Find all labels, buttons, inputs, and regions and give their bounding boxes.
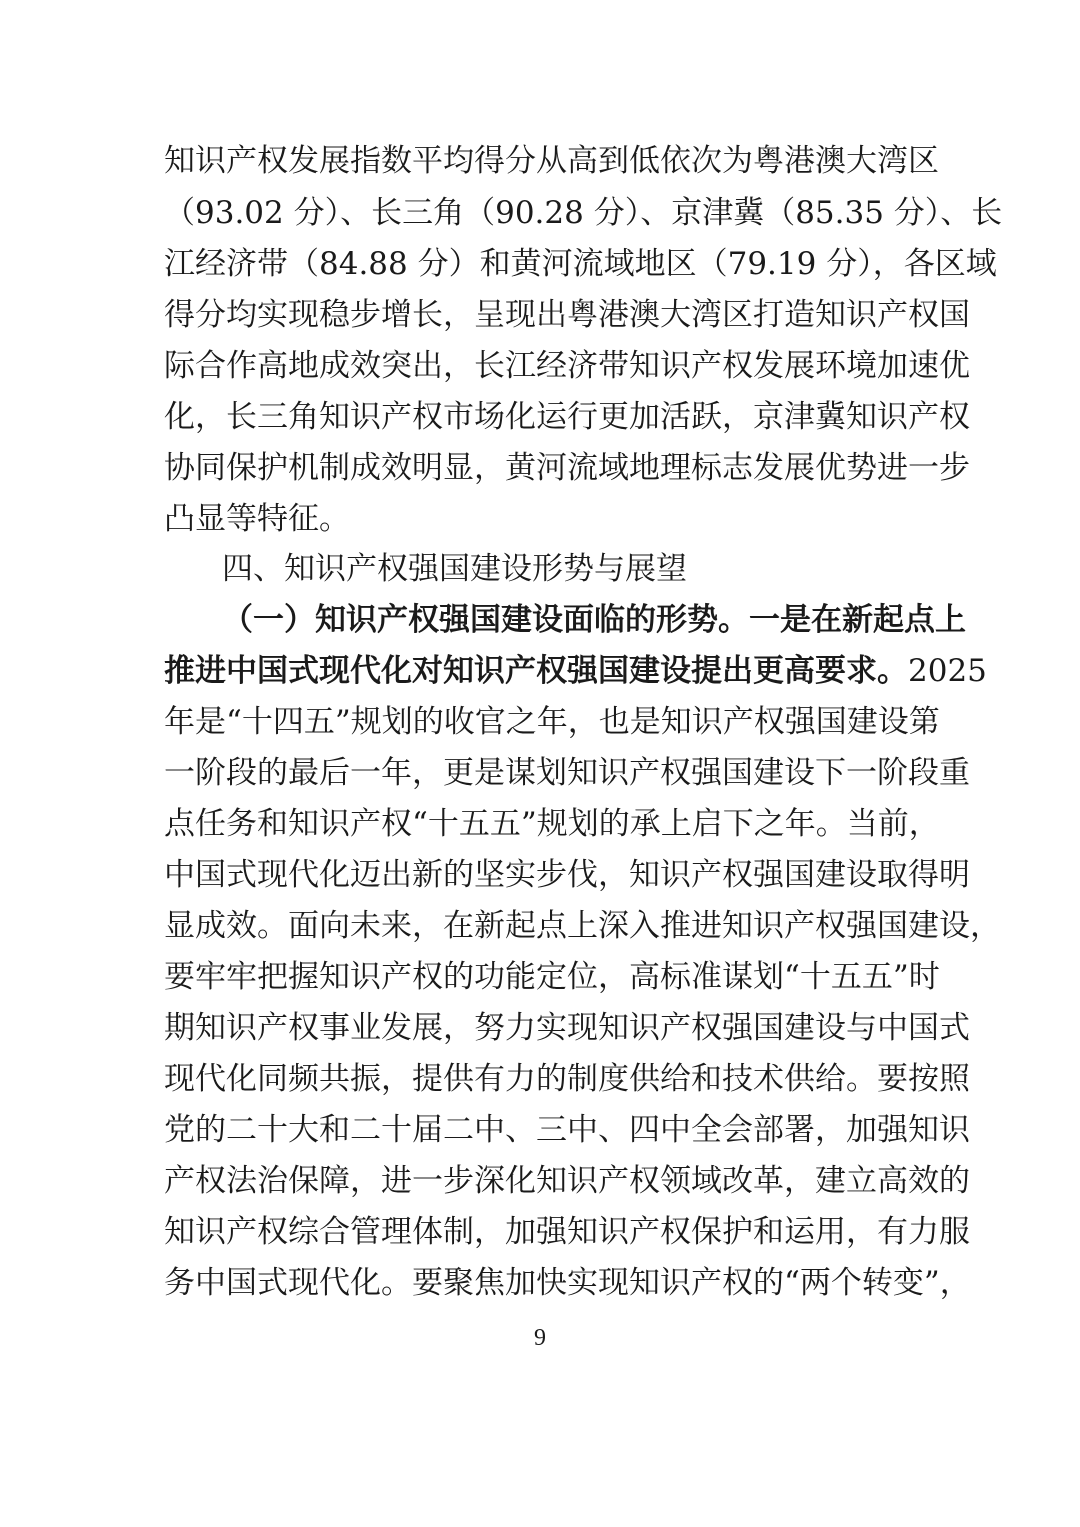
paragraph-line: 中国式现代化迈出新的坚实步伐，知识产权强国建设取得明 — [164, 857, 970, 893]
paragraph-line: 显成效。面向未来，在新起点上深入推进知识产权强国建设， — [164, 908, 1001, 944]
paragraph-line: 知识产权综合管理体制，加强知识产权保护和运用，有力服 — [164, 1214, 970, 1250]
paragraph-line: 得分均实现稳步增长，呈现出粤港澳大湾区打造知识产权国 — [164, 297, 970, 333]
paragraph-line: 期知识产权事业发展，努力实现知识产权强国建设与中国式 — [164, 1010, 970, 1046]
paragraph-line: 协同保护机制成效明显，黄河流域地理标志发展优势进一步 — [164, 450, 970, 486]
bold-lead-text: 推进中国式现代化对知识产权强国建设提出更高要求。 — [164, 653, 908, 689]
subsection-heading-line: （一）知识产权强国建设面临的形势。一是在新起点上 — [222, 602, 966, 638]
paragraph-line — [164, 651, 987, 691]
section-heading: 四、知识产权强国建设形势与展望 — [222, 551, 687, 587]
paragraph-line: 际合作高地成效突出，长江经济带知识产权发展环境加速优 — [164, 348, 970, 384]
paragraph-line: 点任务和知识产权“十五五”规划的承上启下之年。当前， — [164, 806, 940, 842]
paragraph-line: （93.02 分）、长三角（90.28 分）、京津冀（85.35 分）、长 — [164, 195, 1003, 231]
paragraph-line: 化，长三角知识产权市场化运行更加活跃，京津冀知识产权 — [164, 399, 970, 435]
paragraph-line: 凸显等特征。 — [164, 501, 350, 537]
year-text: 2025 — [908, 653, 987, 689]
paragraph-line: 年是“十四五”规划的收官之年，也是知识产权强国建设第 — [164, 704, 940, 740]
paragraph-line: 知识产权发展指数平均得分从高到低依次为粤港澳大湾区 — [164, 143, 939, 179]
paragraph-line: 江经济带（84.88 分）和黄河流域地区（79.19 分），各区域 — [164, 246, 997, 282]
paragraph-line: 现代化同频共振，提供有力的制度供给和技术供给。要按照 — [164, 1061, 970, 1097]
paragraph-line: 产权法治保障，进一步深化知识产权领域改革，建立高效的 — [164, 1163, 970, 1199]
paragraph-line: 要牢牢把握知识产权的功能定位，高标准谋划“十五五”时 — [164, 959, 940, 995]
paragraph-line: 一阶段的最后一年，更是谋划知识产权强国建设下一阶段重 — [164, 755, 970, 791]
page-number: 9 — [534, 1325, 546, 1351]
paragraph-line: 务中国式现代化。要聚焦加快实现知识产权的“两个转变”， — [164, 1265, 971, 1301]
paragraph-line: 党的二十大和二十届二中、三中、四中全会部署，加强知识 — [164, 1112, 970, 1148]
